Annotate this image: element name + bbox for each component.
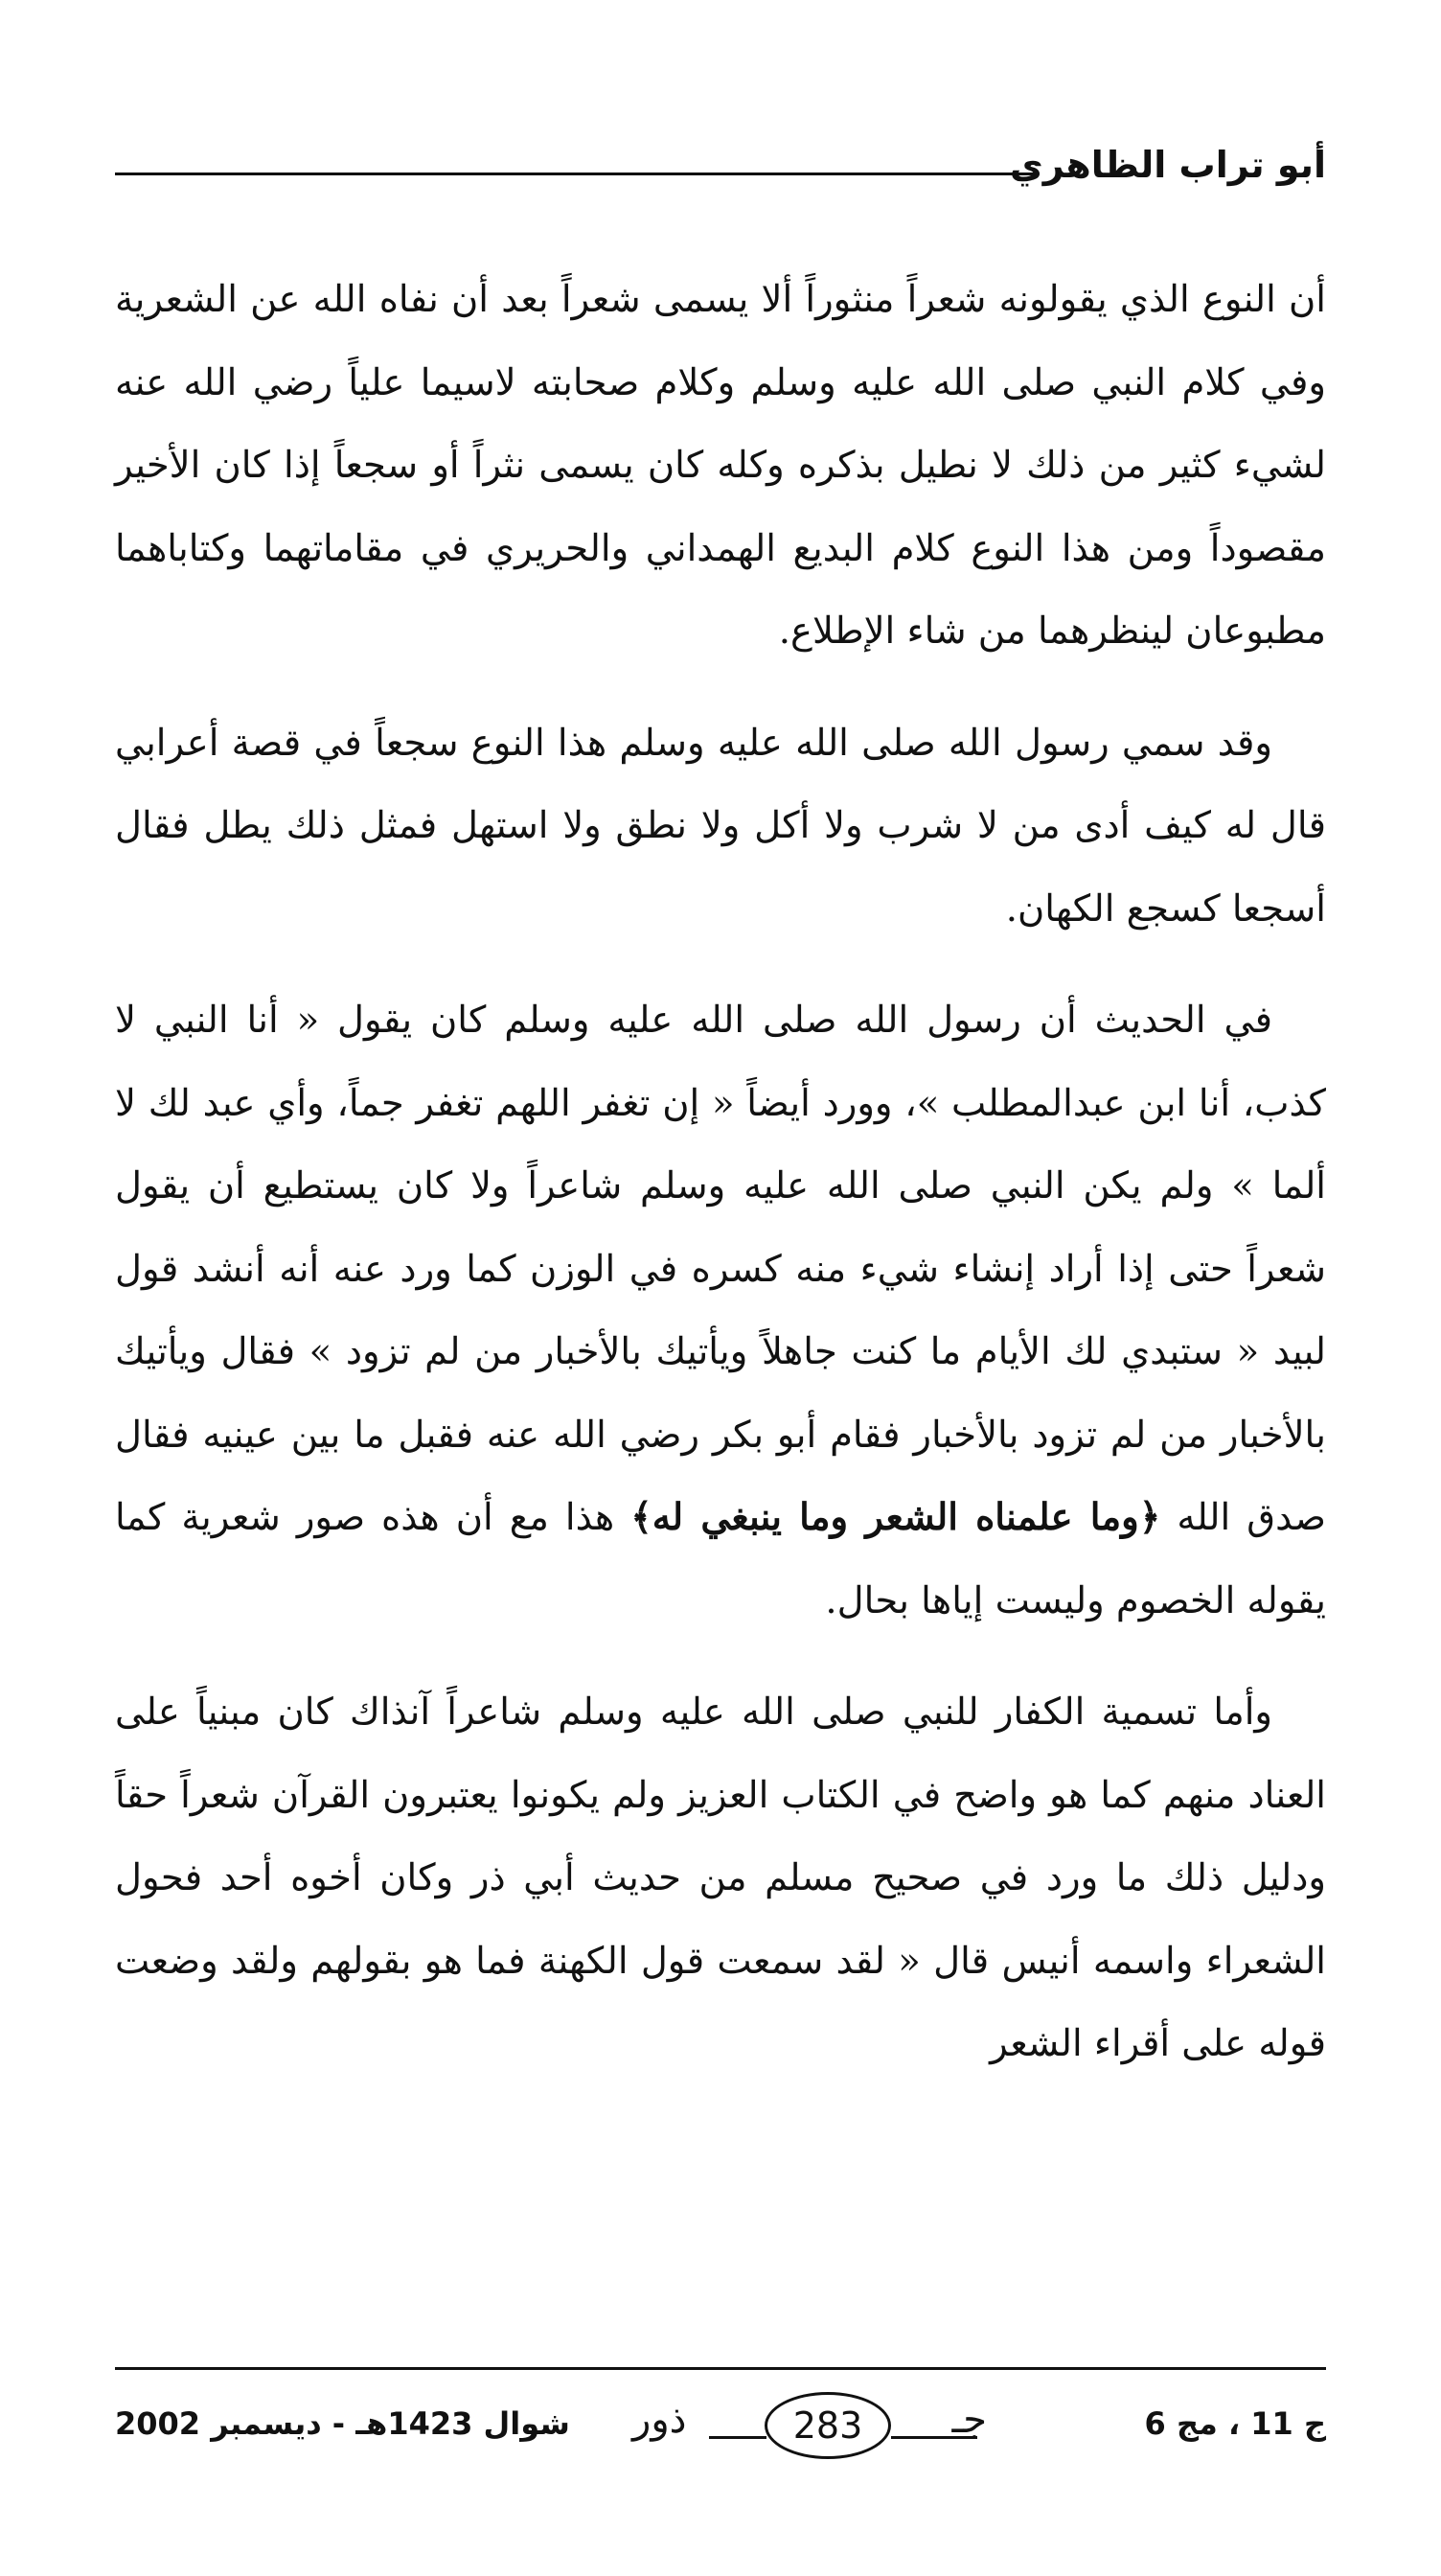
running-header bbox=[115, 134, 1326, 201]
footer-date: شوال 1423هـ - ديسمبر 2002 bbox=[115, 2405, 570, 2442]
journal-name-right: جـ bbox=[951, 2398, 987, 2442]
paragraph-4: وأما تسمية الكفار للنبي صلى الله عليه وسلم شاعراً آنذاك كان مبنياً على العناد منهم كما هو واضح في الكتاب العزيز ولم يكونوا يعتبرون القرآن شعراً حقاً ودليل ذلك ما ورد في صحيح مسلم من حديث أبي ذر وكان أخوه أحد فحول الشعراء واسمه أنيس قال « لقد سمعت قول الكهنة فما هو بقولهم ولقد وضعت قوله على أقراء الشعر bbox=[115, 1690, 1326, 2065]
footer-rule bbox=[115, 2367, 1326, 2370]
journal-name-left: ذور bbox=[632, 2398, 687, 2442]
paragraph-1: أن النوع الذي يقولونه شعراً منثوراً ألا يسمى شعراً بعد أن نفاه الله عن الشعرية وفي كلام النبي صلى الله عليه وسلم وكلام صحابته لاسيما علياً رضي الله عنه لشيء كثير من ذلك لا نطيل بذكره وكله كان يسمى نثراً أو سجعاً إذا كان الأخير مقصوداً ومن هذا النوع كلام البديع الهمداني والحريري في مقاماتهما وكتاباهما مطبوعان لينظرهما من شاء الإطلاع. bbox=[115, 278, 1326, 653]
journal-page-marker bbox=[632, 2386, 1073, 2472]
page-number: 283 bbox=[765, 2392, 891, 2459]
page-footer bbox=[115, 2386, 1326, 2472]
header-rule bbox=[115, 172, 1039, 175]
body-text bbox=[115, 259, 1326, 2115]
paragraph-3-text-before: في الحديث أن رسول الله صلى الله عليه وسلم كان يقول « أنا النبي لا كذب، أنا ابن عبدالمطلب »، وورد أيضاً « إن تغفر اللهم تغفر جماً، وأي عبد لك لا ألما » ولم يكن النبي صلى الله عليه وسلم شاعراً ولا كان يستطيع أن يقول شعراً حتى إذا أراد إنشاء شيء منه كسره في الوزن كما ورد عنه أنه أنشد قول لبيد « ستبدي لك الأيام ما كنت جاهلاً ويأتيك بالأخبار من لم تزود » فقال ويأتيك بالأخبار من لم تزود بالأخبار فقام أبو بكر رضي الله عنه فقبل ما بين عينيه فقال صدق الله bbox=[115, 999, 1327, 1539]
document-page bbox=[115, 0, 1326, 2576]
footer-volume: ج 11 ، مج 6 bbox=[1144, 2405, 1326, 2442]
journal-line-left bbox=[709, 2436, 766, 2439]
paragraph-3-text-after: هذا مع أن هذه صور شعرية كما يقوله الخصوم وليست إياها بحال. bbox=[115, 1496, 1326, 1622]
paragraph-2: وقد سمي رسول الله صلى الله عليه وسلم هذا النوع سجعاً في قصة أعرابي قال له كيف أدى من لا شرب ولا أكل ولا نطق ولا استهل فمثل ذلك يطل فقال أسجعا كسجع الكهان. bbox=[115, 721, 1326, 931]
header-author: أبو تراب الظاهري bbox=[1009, 144, 1326, 186]
quran-quote: ﴿وما علمناه الشعر وما ينبغي له﴾ bbox=[630, 1496, 1161, 1539]
paragraph-3 bbox=[115, 979, 1326, 1643]
